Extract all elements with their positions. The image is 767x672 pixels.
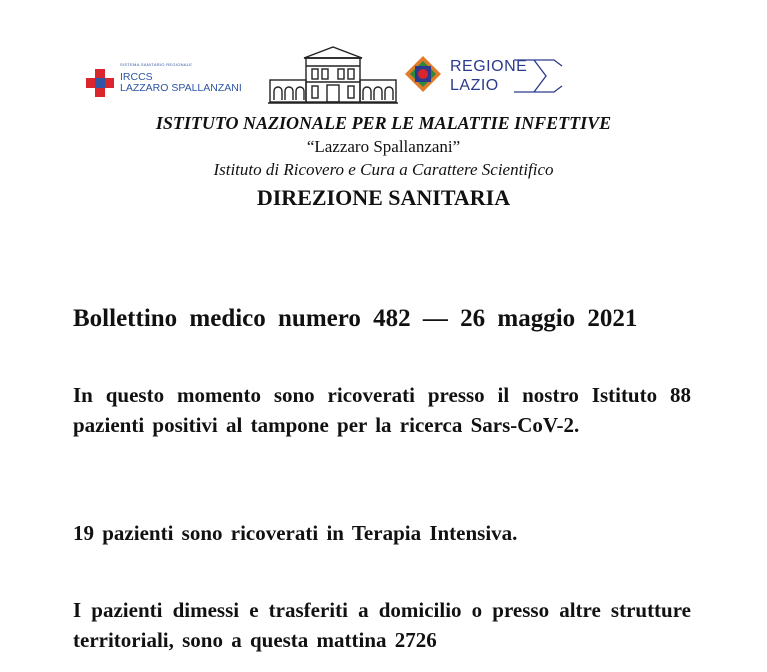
- spallanzani-logo: [86, 58, 261, 98]
- header-logos: [0, 40, 767, 110]
- regione-emblem-icon: [404, 55, 442, 93]
- bulletin-paragraph-2: 19 pazienti sono ricoverati in Terapia Intensiva.: [73, 521, 518, 545]
- medical-cross-icon: [86, 69, 114, 97]
- bulletin-paragraph-1: In questo momento sono ricoverati presso il nostro Istituto 88 pazienti positivi al tampone per la ricerca Sars-CoV-2.: [73, 383, 691, 437]
- department-title: DIREZIONE SANITARIA: [256, 185, 511, 210]
- regione-lazio-logo: [404, 50, 564, 100]
- institute-building-icon: [268, 44, 398, 106]
- institution-name: ISTITUTO NAZIONALE PER LE MALATTIE INFETTIVE: [155, 113, 612, 133]
- regione-line2: LAZIO: [450, 77, 499, 94]
- regione-arrows-icon: [514, 56, 564, 96]
- bulletin-paragraph-3: I pazienti dimessi e trasferiti a domicilio o presso altre strutture territoriali, sono a questa mattina 2726: [73, 598, 691, 652]
- bulletin-title: Bollettino medico numero 482 — 26 maggio 2021: [73, 305, 638, 332]
- institution-type: Istituto di Ricovero e Cura a Carattere Scientifico: [213, 160, 554, 179]
- institution-subname: “Lazzaro Spallanzani”: [306, 137, 461, 156]
- spallanzani-line2: LAZZARO SPALLANZANI: [120, 82, 242, 94]
- spallanzani-line1: IRCCS: [120, 71, 153, 83]
- spallanzani-small-text: SISTEMA SANITARIO REGIONALE: [120, 62, 193, 67]
- regione-line1: REGIONE: [450, 58, 528, 75]
